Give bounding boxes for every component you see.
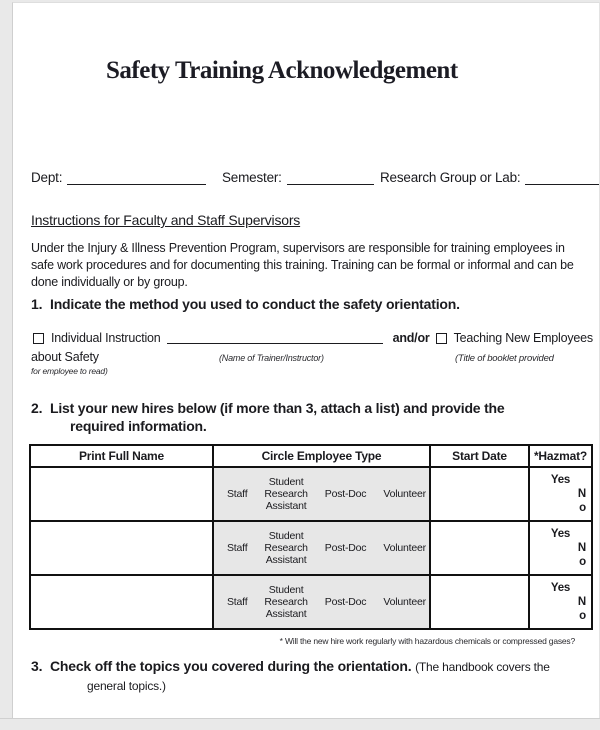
hazmat-yes-option[interactable]: Yes (550, 582, 571, 594)
hazmat-no-option-line2[interactable]: o (579, 610, 586, 622)
individual-instruction-checkbox[interactable] (33, 333, 44, 344)
option-student-research-assistant[interactable] (264, 530, 307, 566)
option-student-line1: Student (268, 530, 304, 542)
option-postdoc[interactable]: Post-Doc (324, 488, 367, 500)
orientation-method-block (31, 330, 593, 382)
about-safety-label: about Safety (31, 350, 99, 364)
hazmat-cell (529, 521, 592, 575)
section2-number: 2. (31, 400, 43, 416)
form-page (12, 2, 600, 718)
option-staff[interactable]: Staff (227, 488, 248, 500)
teaching-new-employees-label: Teaching New Employees (453, 331, 593, 345)
col-header-start-date: Start Date (430, 445, 529, 467)
section3-number: 3. (31, 658, 43, 674)
section3-heading: Check off the topics you covered during the orientation. (50, 658, 412, 674)
trainer-name-input-line[interactable] (167, 330, 383, 344)
option-postdoc[interactable]: Post-Doc (324, 542, 367, 554)
option-student-research-assistant[interactable] (264, 476, 307, 512)
trainer-name-hint: (Name of Trainer/Instructor) (219, 353, 324, 363)
employee-type-cell (213, 467, 430, 521)
col-header-print-full-name: Print Full Name (30, 445, 213, 467)
hazmat-no-option-line2[interactable]: o (579, 502, 586, 514)
hazmat-no-option-line2[interactable]: o (579, 556, 586, 568)
dept-field-group (31, 169, 206, 185)
option-student-line3: Assistant (265, 500, 307, 512)
dept-input-line[interactable] (67, 169, 206, 185)
start-date-cell[interactable] (430, 521, 529, 575)
table-row (30, 575, 592, 629)
research-group-field-group (380, 169, 599, 185)
dept-label: Dept: (31, 170, 63, 185)
table-header-row (30, 445, 592, 467)
hazmat-cell (529, 467, 592, 521)
semester-input-line[interactable] (287, 169, 374, 185)
section3-heading-row (31, 657, 583, 695)
name-cell[interactable] (30, 467, 213, 521)
individual-instruction-label: Individual Instruction (51, 331, 161, 345)
section2-heading: List your new hires below (if more than 3, attach a list) and provide the required information. (50, 400, 505, 434)
option-student-research-assistant[interactable] (264, 584, 307, 620)
option-student-line2: Research (264, 488, 308, 500)
employee-type-cell (213, 521, 430, 575)
form-title: Safety Training Acknowledgement (106, 57, 458, 84)
research-group-input-line[interactable] (525, 169, 599, 185)
section3-note: (The handbook covers the general topics.) (87, 660, 550, 693)
orientation-method-row (31, 330, 593, 345)
col-header-employee-type: Circle Employee Type (213, 445, 430, 467)
instructions-paragraph: Under the Injury & Illness Prevention Program, supervisors are responsible for training employees in safe work procedures and for documenting this training. Training can be formal or informal and can be done individually or by group. (31, 241, 574, 289)
andor-label: and/or (392, 331, 430, 345)
section1-heading-row (31, 295, 586, 313)
table-row (30, 521, 592, 575)
option-volunteer[interactable]: Volunteer (383, 488, 426, 500)
hazmat-footnote: * Will the new hire work regularly with hazardous chemicals or compressed gases? (279, 636, 575, 646)
name-cell[interactable] (30, 521, 213, 575)
section2-heading-row (31, 399, 531, 435)
name-cell[interactable] (30, 575, 213, 629)
hazmat-cell (529, 575, 592, 629)
option-student-line3: Assistant (265, 554, 307, 566)
teaching-new-employees-checkbox[interactable] (436, 333, 447, 344)
option-student-line1: Student (268, 584, 304, 596)
section1-heading: Indicate the method you used to conduct the safety orientation. (50, 296, 460, 312)
booklet-title-hint-2: for employee to read) (31, 366, 108, 376)
research-group-label: Research Group or Lab: (380, 170, 521, 185)
hazmat-no-option-line1[interactable]: N (577, 488, 586, 500)
hazmat-no-option-line1[interactable]: N (577, 542, 586, 554)
employee-type-cell (213, 575, 430, 629)
hazmat-no-option-line1[interactable]: N (577, 596, 586, 608)
semester-field-group (222, 169, 374, 185)
option-student-line1: Student (268, 476, 304, 488)
section1-number: 1. (31, 296, 43, 312)
booklet-title-hint: (Title of booklet provided (455, 353, 554, 364)
option-postdoc[interactable]: Post-Doc (324, 596, 367, 608)
start-date-cell[interactable] (430, 575, 529, 629)
option-staff[interactable]: Staff (227, 542, 248, 554)
option-staff[interactable]: Staff (227, 596, 248, 608)
section3-heading-wrap (50, 657, 583, 695)
hazmat-yes-option[interactable]: Yes (550, 528, 571, 540)
instructions-heading: Instructions for Faculty and Staff Supervisors (31, 212, 301, 228)
hazmat-yes-option[interactable]: Yes (550, 474, 571, 486)
option-student-line3: Assistant (265, 608, 307, 620)
table-row (30, 467, 592, 521)
start-date-cell[interactable] (430, 467, 529, 521)
option-student-line2: Research (264, 542, 308, 554)
option-volunteer[interactable]: Volunteer (383, 542, 426, 554)
option-student-line2: Research (264, 596, 308, 608)
semester-label: Semester: (222, 170, 282, 185)
option-volunteer[interactable]: Volunteer (383, 596, 426, 608)
page-bottom-edge (0, 718, 600, 730)
col-header-hazmat: *Hazmat? (529, 445, 592, 467)
new-hires-table (29, 444, 593, 630)
